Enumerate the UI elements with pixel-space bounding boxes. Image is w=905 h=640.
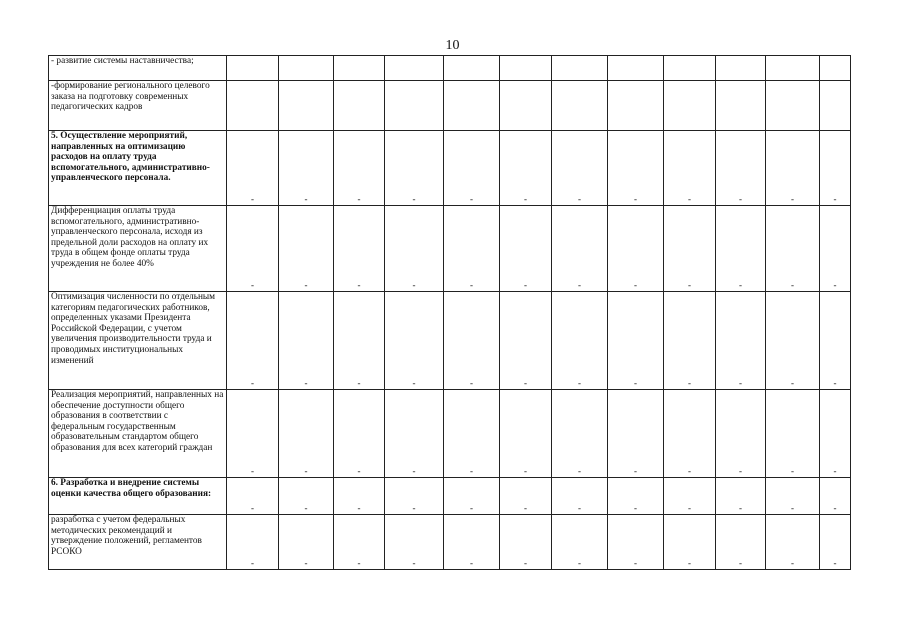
table-cell (334, 56, 385, 81)
row-label: Оптимизация численности по отдельным категориям педагогических работников, определенных указами Президента Российской Федерации, с учетом увеличения производительности труда и проводимых институциональных изменений (49, 292, 227, 390)
table-cell: - (385, 390, 444, 478)
table-cell: - (500, 292, 552, 390)
table-cell: - (279, 206, 334, 292)
data-table (48, 55, 851, 570)
table-cell: - (385, 131, 444, 206)
table-cell (279, 56, 334, 81)
table-cell: - (664, 292, 716, 390)
table-cell: - (500, 515, 552, 570)
table-cell: - (444, 515, 500, 570)
table-cell: - (334, 206, 385, 292)
table-cell (279, 81, 334, 131)
table-cell: - (716, 206, 766, 292)
table-cell (552, 81, 608, 131)
table-cell: - (820, 390, 851, 478)
table-cell: - (766, 515, 820, 570)
table-cell: - (334, 515, 385, 570)
table-cell: - (334, 292, 385, 390)
table-cell: - (334, 131, 385, 206)
table-cell: - (608, 292, 664, 390)
table-cell (766, 56, 820, 81)
table-cell: - (227, 390, 279, 478)
row-label: 5. Осуществление мероприятий, направленных на оптимизацию расходов на оплату труда вспомогательного, административно-управленческого персонала. (49, 131, 227, 206)
table-cell: - (664, 515, 716, 570)
table-cell (385, 56, 444, 81)
page-number: 10 (445, 38, 460, 53)
table-cell: - (444, 131, 500, 206)
table-body (49, 56, 851, 570)
table-cell: - (227, 292, 279, 390)
table-cell: - (500, 131, 552, 206)
table-cell (385, 81, 444, 131)
table-cell: - (664, 131, 716, 206)
table-cell: - (227, 206, 279, 292)
table-cell: - (385, 515, 444, 570)
table-cell (444, 81, 500, 131)
table-cell (664, 56, 716, 81)
table-cell: - (500, 206, 552, 292)
table-cell: - (820, 478, 851, 515)
table-cell (334, 81, 385, 131)
row-label: Дифференциация оплаты труда вспомогательного, административно-управленческого персонала, исходя из предельной доли расходов на оплату их труда в общем фонде оплаты труда учреждения не более 40% (49, 206, 227, 292)
table-cell (716, 56, 766, 81)
table-cell (608, 81, 664, 131)
table-cell: - (552, 478, 608, 515)
table-cell: - (552, 292, 608, 390)
row-label: -формирование регионального целевого заказа на подготовку современных педагогических кадров (49, 81, 227, 131)
table-cell: - (444, 292, 500, 390)
table-cell: - (279, 478, 334, 515)
table-cell (444, 56, 500, 81)
table-row (49, 81, 851, 131)
table-cell: - (444, 478, 500, 515)
table-cell (500, 56, 552, 81)
table-cell: - (766, 292, 820, 390)
table-cell: - (279, 131, 334, 206)
row-label: разработка с учетом федеральных методических рекомендаций и утверждение положений, регламентов РСОКО (49, 515, 227, 570)
table-cell: - (820, 206, 851, 292)
row-label: Реализация мероприятий, направленных на обеспечение доступности общего образования в соответствии с федеральным государственным образовательным стандартом общего образования для всех категорий граждан (49, 390, 227, 478)
table-cell: - (716, 292, 766, 390)
table-cell: - (227, 478, 279, 515)
table-cell: - (227, 515, 279, 570)
table-cell: - (552, 515, 608, 570)
table-cell: - (385, 478, 444, 515)
table-cell: - (608, 515, 664, 570)
table-cell (766, 81, 820, 131)
table-row (49, 292, 851, 390)
table-cell: - (820, 515, 851, 570)
table-row (49, 390, 851, 478)
table-cell: - (500, 390, 552, 478)
table-cell: - (766, 390, 820, 478)
table-cell: - (664, 478, 716, 515)
table-cell (664, 81, 716, 131)
table-cell (820, 81, 851, 131)
table-cell: - (716, 390, 766, 478)
table-cell (608, 56, 664, 81)
table-cell: - (608, 131, 664, 206)
table-cell: - (334, 390, 385, 478)
table-row (49, 206, 851, 292)
table-cell (716, 81, 766, 131)
table-cell: - (334, 478, 385, 515)
table-cell (500, 81, 552, 131)
table-cell: - (716, 131, 766, 206)
table-cell: - (500, 478, 552, 515)
table-cell: - (552, 131, 608, 206)
table-cell: - (608, 206, 664, 292)
table-cell: - (608, 478, 664, 515)
row-label: 6. Разработка и внедрение системы оценки качества общего образования: (49, 478, 227, 515)
table-cell (227, 81, 279, 131)
table-cell: - (552, 206, 608, 292)
table-cell: - (227, 131, 279, 206)
table-row (49, 56, 851, 81)
table-cell: - (820, 292, 851, 390)
table-cell: - (766, 478, 820, 515)
table-cell: - (766, 206, 820, 292)
table-cell: - (444, 390, 500, 478)
table-cell: - (766, 131, 820, 206)
table-cell: - (279, 292, 334, 390)
table-cell (552, 56, 608, 81)
row-label: - развитие системы наставничества; (49, 56, 227, 81)
table-cell: - (279, 390, 334, 478)
table-cell (227, 56, 279, 81)
table-cell: - (664, 390, 716, 478)
table-row (49, 478, 851, 515)
table-cell: - (664, 206, 716, 292)
table-cell: - (385, 292, 444, 390)
table-row (49, 515, 851, 570)
table-cell: - (444, 206, 500, 292)
table-cell (820, 56, 851, 81)
table-cell: - (716, 478, 766, 515)
table-cell: - (820, 131, 851, 206)
table-cell: - (552, 390, 608, 478)
table-cell: - (608, 390, 664, 478)
table-row (49, 131, 851, 206)
table-cell: - (279, 515, 334, 570)
table-cell: - (385, 206, 444, 292)
table-cell: - (716, 515, 766, 570)
